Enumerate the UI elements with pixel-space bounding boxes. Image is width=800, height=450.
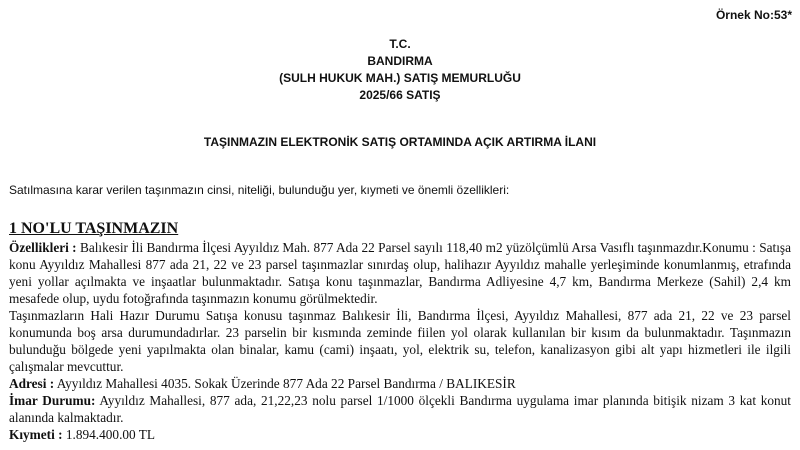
- property-condition: Taşınmazların Hali Hazır Durumu Satışa konusu taşınmaz Balıkesir İli, Bandırma İlçesi, Ayyıldız Mahallesi, 877 ada 21, 22 ve 23 parsel konumunda boş arsa durumundadırlar. 23 parselin bir kısmında zeminde fiilen yol olarak kullanılan bir kısım da bulunmaktadır. Taşınmazın bulunduğu bölgede yeni yapılmakta olan binalar, kamu (cami) inşaatı, yol, elektrik su, telefon, kanalizasyon gibi alt yapı hizmetleri ile ilgili çalışmalar mevcuttur.: [9, 308, 791, 374]
- value-label: Kıymeti :: [9, 427, 63, 442]
- header-office: (SULH HUKUK MAH.) SATIŞ MEMURLUĞU: [279, 71, 521, 85]
- features-label: Özellikleri :: [9, 240, 77, 255]
- property-value: [9, 426, 791, 443]
- intro-text: Satılmasına karar verilen taşınmazın cinsi, niteliği, bulunduğu yer, kıymeti ve önemli özellikleri:: [9, 183, 510, 197]
- header-case-number: 2025/66 SATIŞ: [359, 88, 441, 102]
- notice-title: TAŞINMAZIN ELEKTRONİK SATIŞ ORTAMINDA AÇIK ARTIRMA İLANI: [203, 135, 597, 149]
- address-text: Ayyıldız Mahallesi 4035. Sokak Üzerinde 877 Ada 22 Parsel Bandırma / BALIKESİR: [56, 376, 516, 391]
- zoning-label: İmar Durumu:: [9, 393, 96, 408]
- header-country: T.C.: [389, 37, 411, 51]
- issuing-authority-header: [0, 36, 800, 104]
- zoning-text: Ayyıldız Mahallesi, 877 ada, 21,22,23 nolu parsel 1/1000 ölçekli Bandırma uygulama imar planında bitişik nizam 3 kat konut alanında kalmaktadır.: [9, 393, 791, 425]
- address-label: Adresi :: [9, 376, 55, 391]
- property-title: 1 NO'LU TAŞINMAZIN: [9, 220, 179, 237]
- sample-number: Örnek No:53*: [715, 8, 792, 22]
- property-address: [9, 375, 791, 392]
- value-text: 1.894.400.00 TL: [65, 427, 156, 442]
- property-section: [9, 219, 791, 443]
- property-zoning: [9, 392, 791, 426]
- property-features: [9, 239, 791, 307]
- header-city: BANDIRMA: [367, 54, 433, 68]
- features-text: Balıkesir İli Bandırma İlçesi Ayyıldız Mah. 877 Ada 22 Parsel sayılı 118,40 m2 yüzölçümlü Arsa Vasıflı taşınmazdır.Konumu : Satışa konu Ayyıldız Mahallesi 877 ada 21, 22 ve 23 parsel taşınmazlar sınırdaş olup, halihazır Ayyıldız mahalle yerleşiminde konumlanmış, etrafında yeni yollar açılmakta ve inşaatlar bulunmaktadır. Satışa konu taşınmazlar, Bandırma Adliyesine 4,7 km, Bandırma Merkeze (Sahil) 2,4 km mesafede olup, uydu fotoğrafında taşınmazın konumu görülmektedir.: [9, 240, 791, 306]
